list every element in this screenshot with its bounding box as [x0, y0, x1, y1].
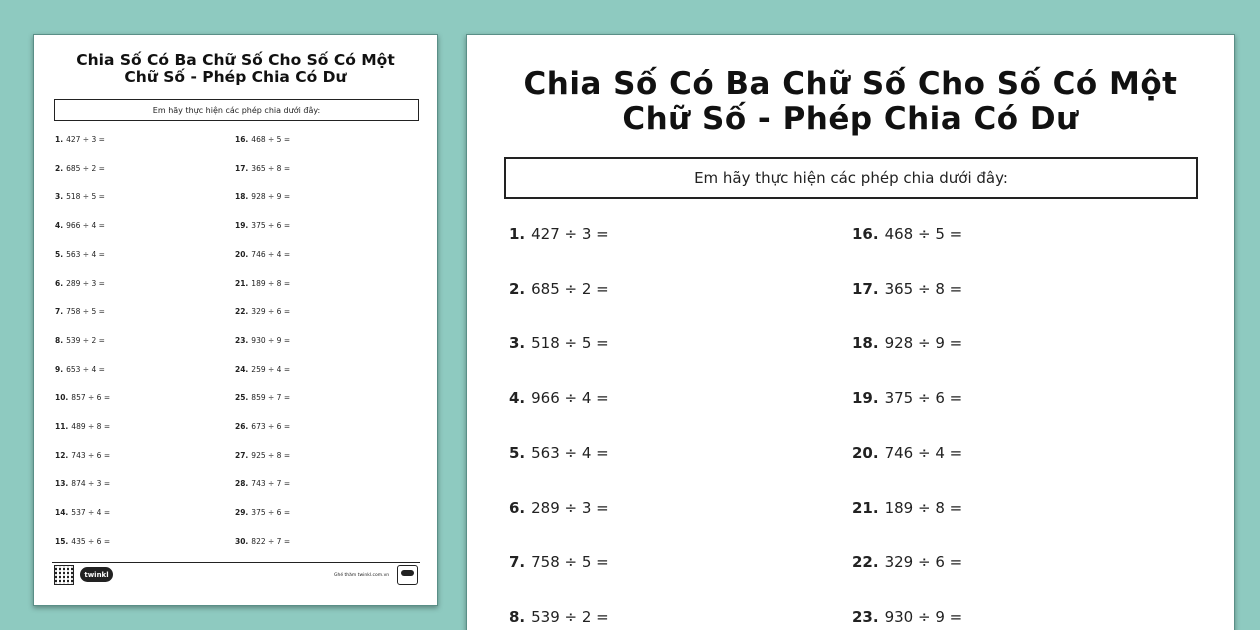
question-expression: 518 ÷ 5 =: [531, 334, 609, 353]
question-item: [509, 280, 609, 298]
title-line-1: Chia Số Có Ba Chữ Số Cho Số Có Một: [76, 51, 395, 69]
question-item: [235, 307, 290, 316]
question-expression: 375 ÷ 6 =: [251, 508, 291, 518]
question-item: [235, 451, 290, 460]
question-number: 8.: [509, 607, 526, 626]
qr-code-icon: [54, 565, 74, 585]
question-expression: 329 ÷ 6 =: [884, 553, 963, 572]
question-number: 6.: [55, 278, 64, 288]
question-expression: 189 ÷ 8 =: [251, 278, 291, 288]
question-expression: 189 ÷ 8 =: [884, 498, 963, 517]
question-number: 16.: [852, 225, 879, 243]
question-expression: 746 ÷ 4 =: [251, 249, 291, 259]
question-number: 22.: [235, 307, 249, 317]
question-number: 24.: [235, 364, 249, 374]
question-number: 4.: [55, 221, 64, 231]
question-number: 29.: [235, 508, 249, 518]
question-item: [509, 608, 609, 626]
question-item: [235, 279, 290, 288]
question-number: 9.: [55, 364, 64, 374]
question-item: [509, 225, 609, 243]
question-item: [235, 192, 290, 201]
question-item: [55, 250, 105, 259]
question-number: 20.: [852, 443, 879, 462]
question-expression: 375 ÷ 6 =: [251, 221, 291, 231]
question-item: [509, 499, 609, 517]
worksheet-title: [467, 67, 1234, 137]
question-number: 7.: [509, 553, 526, 572]
question-item: [55, 221, 105, 230]
instruction-box: [504, 157, 1198, 199]
question-expression: 966 ÷ 4 =: [531, 389, 609, 408]
question-item: [55, 479, 110, 488]
question-expression: 489 ÷ 8 =: [71, 422, 111, 431]
worksheet-thumbnail: [33, 34, 438, 606]
question-number: 5.: [509, 443, 526, 462]
question-expression: 758 ÷ 5 =: [66, 307, 105, 317]
question-expression: 468 ÷ 5 =: [251, 135, 291, 144]
question-expression: 329 ÷ 6 =: [251, 307, 291, 317]
question-expression: 259 ÷ 4 =: [251, 364, 291, 374]
question-expression: 427 ÷ 3 =: [531, 225, 609, 243]
question-number: 7.: [55, 307, 64, 317]
question-item: [55, 537, 110, 546]
question-number: 16.: [235, 135, 249, 144]
worksheet-title: [34, 52, 437, 86]
question-expression: 673 ÷ 6 =: [251, 422, 291, 431]
question-number: 25.: [235, 393, 249, 403]
question-number: 14.: [55, 508, 69, 518]
question-expression: 653 ÷ 4 =: [66, 364, 105, 374]
question-item: [55, 279, 105, 288]
question-number: 12.: [55, 450, 69, 460]
question-expression: 859 ÷ 7 =: [251, 393, 291, 403]
question-expression: 857 ÷ 6 =: [71, 393, 111, 403]
title-line-2: Chữ Số - Phép Chia Có Dư: [622, 101, 1079, 137]
question-item: [235, 393, 290, 402]
question-number: 18.: [852, 334, 879, 353]
question-expression: 966 ÷ 4 =: [66, 221, 105, 231]
question-expression: 518 ÷ 5 =: [66, 192, 105, 202]
question-number: 8.: [55, 335, 64, 345]
question-number: 2.: [55, 163, 64, 173]
question-expression: 289 ÷ 3 =: [66, 278, 105, 288]
question-expression: 928 ÷ 9 =: [251, 192, 291, 202]
question-item: [852, 225, 962, 243]
worksheet-zoomed: [466, 34, 1235, 630]
question-item: [852, 280, 962, 298]
question-number: 23.: [852, 607, 879, 626]
question-item: [55, 307, 105, 316]
question-expression: 822 ÷ 7 =: [251, 536, 291, 546]
question-expression: 537 ÷ 4 =: [71, 508, 111, 518]
footer-divider: [52, 562, 420, 563]
question-number: 17.: [852, 279, 879, 298]
question-number: 17.: [235, 163, 249, 173]
question-expression: 289 ÷ 3 =: [531, 498, 609, 517]
question-number: 4.: [509, 389, 526, 408]
question-item: [235, 537, 290, 546]
question-number: 21.: [235, 278, 249, 288]
question-item: [235, 422, 290, 431]
question-number: 19.: [852, 389, 879, 408]
question-expression: 874 ÷ 3 =: [71, 479, 111, 489]
question-item: [235, 365, 290, 374]
title-line-1: Chia Số Có Ba Chữ Số Cho Số Có Một: [523, 66, 1178, 102]
question-expression: 685 ÷ 2 =: [66, 163, 105, 173]
question-item: [235, 164, 290, 173]
question-expression: 930 ÷ 9 =: [884, 607, 963, 626]
question-item: [509, 389, 609, 407]
question-expression: 746 ÷ 4 =: [884, 443, 963, 462]
question-item: [852, 334, 962, 352]
question-number: 19.: [235, 221, 249, 231]
question-item: [235, 221, 290, 230]
question-expression: 427 ÷ 3 =: [66, 135, 105, 144]
question-expression: 925 ÷ 8 =: [251, 450, 291, 460]
instruction-text: Em hãy thực hiện các phép chia dưới đây:: [152, 105, 321, 115]
question-item: [55, 451, 110, 460]
question-number: 2.: [509, 279, 526, 298]
question-item: [55, 135, 105, 144]
question-number: 5.: [55, 249, 64, 259]
question-number: 11.: [55, 422, 69, 431]
question-number: 13.: [55, 479, 69, 489]
question-item: [55, 365, 105, 374]
question-number: 3.: [509, 334, 526, 353]
question-expression: 365 ÷ 8 =: [884, 279, 963, 298]
question-expression: 930 ÷ 9 =: [251, 335, 291, 345]
question-expression: 539 ÷ 2 =: [531, 607, 609, 626]
title-line-2: Chữ Số - Phép Chia Có Dư: [124, 68, 347, 86]
instruction-box: [54, 99, 419, 121]
question-item: [55, 508, 110, 517]
question-number: 6.: [509, 498, 526, 517]
question-item: [55, 393, 110, 402]
question-item: [55, 336, 105, 345]
question-number: 26.: [235, 422, 249, 431]
question-number: 22.: [852, 553, 879, 572]
question-item: [235, 479, 290, 488]
question-number: 10.: [55, 393, 69, 403]
question-expression: 563 ÷ 4 =: [66, 249, 105, 259]
question-item: [55, 192, 105, 201]
question-item: [235, 508, 290, 517]
question-item: [852, 389, 962, 407]
question-expression: 563 ÷ 4 =: [531, 443, 609, 462]
question-item: [235, 250, 290, 259]
question-item: [852, 444, 962, 462]
question-item: [509, 553, 609, 571]
question-expression: 365 ÷ 8 =: [251, 163, 291, 173]
instruction-text: Em hãy thực hiện các phép chia dưới đây:: [694, 169, 1008, 187]
question-expression: 743 ÷ 7 =: [251, 479, 291, 489]
question-item: [235, 336, 290, 345]
question-item: [509, 444, 609, 462]
question-number: 1.: [55, 135, 64, 144]
quality-badge-icon: [397, 565, 418, 585]
question-expression: 435 ÷ 6 =: [71, 536, 111, 546]
question-number: 27.: [235, 450, 249, 460]
question-expression: 928 ÷ 9 =: [884, 334, 963, 353]
question-number: 23.: [235, 335, 249, 345]
visit-website-text: Ghé thăm twinkl.com.vn: [334, 573, 390, 578]
question-item: [509, 334, 609, 352]
question-expression: 685 ÷ 2 =: [531, 279, 609, 298]
twinkl-logo: twinkl: [80, 567, 113, 582]
question-item: [852, 499, 962, 517]
question-expression: 539 ÷ 2 =: [66, 335, 105, 345]
question-number: 1.: [509, 225, 526, 243]
question-number: 30.: [235, 536, 249, 546]
question-item: [55, 164, 105, 173]
question-item: [852, 608, 962, 626]
question-number: 18.: [235, 192, 249, 202]
question-number: 20.: [235, 249, 249, 259]
question-expression: 743 ÷ 6 =: [71, 450, 111, 460]
question-expression: 375 ÷ 6 =: [884, 389, 963, 408]
question-item: [55, 422, 110, 431]
question-item: [235, 135, 290, 144]
question-number: 3.: [55, 192, 64, 202]
question-number: 21.: [852, 498, 879, 517]
question-number: 15.: [55, 536, 69, 546]
question-item: [852, 553, 962, 571]
question-number: 28.: [235, 479, 249, 489]
question-expression: 468 ÷ 5 =: [884, 225, 963, 243]
question-expression: 758 ÷ 5 =: [531, 553, 609, 572]
